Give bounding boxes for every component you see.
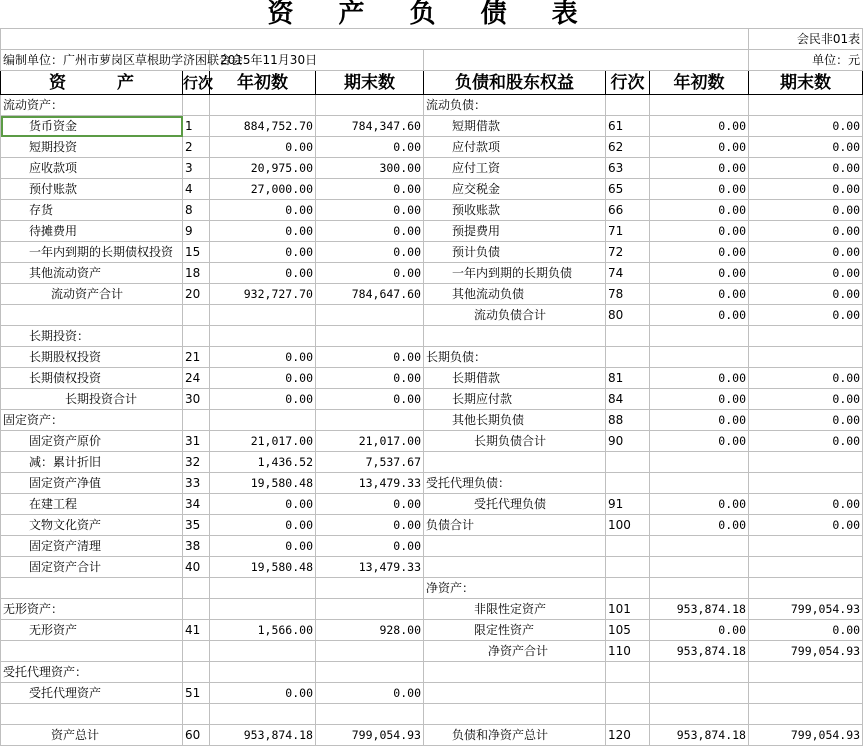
liability-begin[interactable]: 0.00: [650, 494, 749, 515]
asset-end[interactable]: 300.00: [316, 158, 424, 179]
asset-label[interactable]: 短期投资: [1, 137, 183, 158]
asset-row-no[interactable]: [183, 410, 210, 431]
liability-label[interactable]: 应付工资: [424, 158, 606, 179]
liability-begin[interactable]: 0.00: [650, 242, 749, 263]
liability-label[interactable]: 其他流动负债: [424, 284, 606, 305]
liability-row-no[interactable]: [606, 473, 650, 494]
liability-label[interactable]: 流动负债合计: [424, 305, 606, 326]
liability-label[interactable]: 限定性资产: [424, 620, 606, 641]
asset-begin[interactable]: [210, 410, 316, 431]
table-row: [1, 704, 863, 725]
liability-label[interactable]: 负债和净资产总计: [424, 724, 606, 745]
liability-begin[interactable]: [650, 578, 749, 599]
asset-end[interactable]: 0.00: [316, 536, 424, 557]
asset-begin[interactable]: 0.00: [210, 515, 316, 536]
liability-label[interactable]: [424, 536, 606, 557]
liability-end[interactable]: 0.00: [749, 179, 863, 200]
liability-label[interactable]: 预提费用: [424, 221, 606, 242]
asset-row-no[interactable]: 18: [183, 263, 210, 284]
asset-row-no[interactable]: 41: [183, 620, 210, 641]
table-row: [1, 326, 863, 347]
liability-row-no[interactable]: 110: [606, 641, 650, 662]
asset-begin[interactable]: 0.00: [210, 242, 316, 263]
liability-label[interactable]: 预计负债: [424, 242, 606, 263]
asset-row-no[interactable]: 20: [183, 284, 210, 305]
table-row: [1, 515, 863, 536]
asset-end[interactable]: 0.00: [316, 494, 424, 515]
asset-row-no[interactable]: 24: [183, 368, 210, 389]
liability-row-no[interactable]: 72: [606, 242, 650, 263]
liability-end[interactable]: 799,054.93: [749, 599, 863, 620]
asset-label[interactable]: 长期投资合计: [1, 389, 183, 410]
liability-end[interactable]: [749, 536, 863, 557]
asset-row-no[interactable]: 31: [183, 431, 210, 452]
liability-label[interactable]: [424, 326, 606, 347]
liability-row-no[interactable]: 84: [606, 389, 650, 410]
liability-begin[interactable]: [650, 683, 749, 704]
table-row: [1, 200, 863, 221]
asset-begin[interactable]: 19,580.48: [210, 557, 316, 578]
asset-label[interactable]: 受托代理资产: [1, 683, 183, 704]
liability-begin[interactable]: [650, 347, 749, 368]
asset-label[interactable]: 文物文化资产: [1, 515, 183, 536]
table-row: [1, 95, 863, 116]
liability-end[interactable]: 0.00: [749, 116, 863, 137]
liability-row-no[interactable]: [606, 662, 650, 683]
asset-begin[interactable]: 21,017.00: [210, 431, 316, 452]
liability-begin[interactable]: 0.00: [650, 389, 749, 410]
liability-begin[interactable]: [650, 557, 749, 578]
asset-label[interactable]: 受托代理资产：: [1, 662, 183, 683]
liability-end[interactable]: 0.00: [749, 284, 863, 305]
asset-row-no[interactable]: 32: [183, 452, 210, 473]
asset-row-no[interactable]: 3: [183, 158, 210, 179]
asset-row-no[interactable]: 33: [183, 473, 210, 494]
asset-row-no[interactable]: 2: [183, 137, 210, 158]
table-row: [1, 620, 863, 641]
liability-label[interactable]: [424, 557, 606, 578]
table-row: [1, 305, 863, 326]
table-row: [1, 347, 863, 368]
asset-end[interactable]: 0.00: [316, 683, 424, 704]
asset-begin[interactable]: [210, 326, 316, 347]
asset-label[interactable]: 在建工程: [1, 494, 183, 515]
asset-begin[interactable]: 884,752.70: [210, 116, 316, 137]
asset-begin[interactable]: 0.00: [210, 368, 316, 389]
table-row: [1, 158, 863, 179]
liability-begin[interactable]: 0.00: [650, 284, 749, 305]
liability-begin[interactable]: 0.00: [650, 116, 749, 137]
liability-label[interactable]: 非限性定资产: [424, 599, 606, 620]
asset-row-no[interactable]: [183, 305, 210, 326]
asset-end[interactable]: 0.00: [316, 515, 424, 536]
liability-row-no[interactable]: [606, 683, 650, 704]
asset-end[interactable]: 928.00: [316, 620, 424, 641]
liability-row-no[interactable]: 91: [606, 494, 650, 515]
header-end-2[interactable]: 期末数: [749, 71, 863, 95]
asset-end[interactable]: 21,017.00: [316, 431, 424, 452]
asset-row-no[interactable]: [183, 599, 210, 620]
asset-row-no[interactable]: 35: [183, 515, 210, 536]
liability-begin[interactable]: [650, 662, 749, 683]
liability-begin[interactable]: 0.00: [650, 305, 749, 326]
table-row: [1, 284, 863, 305]
asset-end[interactable]: [316, 305, 424, 326]
asset-begin[interactable]: [210, 95, 316, 116]
liability-end[interactable]: 0.00: [749, 263, 863, 284]
asset-end[interactable]: 0.00: [316, 179, 424, 200]
liability-begin[interactable]: 0.00: [650, 515, 749, 536]
asset-begin[interactable]: 0.00: [210, 200, 316, 221]
asset-label[interactable]: [1, 305, 183, 326]
asset-end[interactable]: [316, 578, 424, 599]
header-row-no[interactable]: 行次: [183, 71, 210, 95]
asset-row-no[interactable]: [183, 326, 210, 347]
asset-label[interactable]: 无形资产: [1, 620, 183, 641]
header-begin-2[interactable]: 年初数: [650, 71, 749, 95]
asset-end[interactable]: [316, 95, 424, 116]
table-row: [1, 494, 863, 515]
asset-row-no[interactable]: 21: [183, 347, 210, 368]
asset-begin[interactable]: 0.00: [210, 536, 316, 557]
liability-label[interactable]: [424, 452, 606, 473]
liability-end[interactable]: 0.00: [749, 431, 863, 452]
asset-label[interactable]: 应收款项: [1, 158, 183, 179]
asset-end[interactable]: 0.00: [316, 137, 424, 158]
asset-end[interactable]: 0.00: [316, 368, 424, 389]
asset-end[interactable]: [316, 410, 424, 431]
liability-label[interactable]: 短期借款: [424, 116, 606, 137]
liability-row-no[interactable]: [606, 95, 650, 116]
liability-end[interactable]: [749, 683, 863, 704]
liability-row-no[interactable]: [606, 536, 650, 557]
asset-row-no[interactable]: 38: [183, 536, 210, 557]
liability-label[interactable]: 净资产合计: [424, 641, 606, 662]
asset-row-no[interactable]: 30: [183, 389, 210, 410]
asset-end[interactable]: [316, 704, 424, 725]
table-row: [1, 557, 863, 578]
liability-row-no[interactable]: 120: [606, 724, 650, 745]
table-row: [1, 410, 863, 431]
asset-begin[interactable]: 0.00: [210, 263, 316, 284]
table-row: [1, 389, 863, 410]
liability-label[interactable]: 应交税金: [424, 179, 606, 200]
liability-label[interactable]: [424, 704, 606, 725]
table-row: [1, 662, 863, 683]
liability-begin[interactable]: 0.00: [650, 179, 749, 200]
asset-begin[interactable]: 1,436.52: [210, 452, 316, 473]
asset-row-no[interactable]: 40: [183, 557, 210, 578]
table-row: [1, 599, 863, 620]
table-row: [1, 263, 863, 284]
liability-end[interactable]: 0.00: [749, 389, 863, 410]
asset-label[interactable]: 其他流动资产: [1, 263, 183, 284]
asset-label[interactable]: [1, 641, 183, 662]
asset-begin[interactable]: 932,727.70: [210, 284, 316, 305]
asset-begin[interactable]: 19,580.48: [210, 473, 316, 494]
liability-end[interactable]: 0.00: [749, 305, 863, 326]
asset-end[interactable]: 0.00: [316, 200, 424, 221]
asset-begin[interactable]: [210, 704, 316, 725]
liability-row-no[interactable]: 81: [606, 368, 650, 389]
asset-begin[interactable]: 0.00: [210, 494, 316, 515]
liability-row-no[interactable]: 71: [606, 221, 650, 242]
table-row: [1, 116, 863, 137]
liability-begin[interactable]: 0.00: [650, 620, 749, 641]
asset-label[interactable]: 一年内到期的长期债权投资: [1, 242, 183, 263]
table-row: [1, 221, 863, 242]
liability-label[interactable]: 其他长期负债: [424, 410, 606, 431]
liability-end[interactable]: [749, 557, 863, 578]
asset-label[interactable]: 固定资产：: [1, 410, 183, 431]
asset-label[interactable]: 无形资产：: [1, 599, 183, 620]
asset-begin[interactable]: [210, 599, 316, 620]
liability-row-no[interactable]: [606, 326, 650, 347]
liability-end[interactable]: 0.00: [749, 494, 863, 515]
liability-row-no[interactable]: 74: [606, 263, 650, 284]
liability-label[interactable]: 一年内到期的长期负债: [424, 263, 606, 284]
liability-end[interactable]: 0.00: [749, 200, 863, 221]
liability-end[interactable]: 799,054.93: [749, 641, 863, 662]
asset-begin[interactable]: [210, 641, 316, 662]
liability-end[interactable]: 0.00: [749, 158, 863, 179]
table-row: [1, 683, 863, 704]
asset-label[interactable]: [1, 704, 183, 725]
asset-row-no[interactable]: [183, 641, 210, 662]
table-row: [1, 578, 863, 599]
liability-end[interactable]: [749, 473, 863, 494]
liability-label[interactable]: 长期负债合计: [424, 431, 606, 452]
report-date[interactable]: 2015年11月30日: [210, 50, 424, 71]
liability-label[interactable]: 长期负债：: [424, 347, 606, 368]
asset-end[interactable]: 0.00: [316, 221, 424, 242]
asset-end[interactable]: [316, 662, 424, 683]
liability-begin[interactable]: 0.00: [650, 368, 749, 389]
asset-end[interactable]: 784,647.60: [316, 284, 424, 305]
liability-row-no[interactable]: 65: [606, 179, 650, 200]
asset-begin[interactable]: 0.00: [210, 683, 316, 704]
liability-label[interactable]: 预收账款: [424, 200, 606, 221]
asset-label[interactable]: 流动资产合计: [1, 284, 183, 305]
unit-label[interactable]: 单位：元: [749, 50, 863, 71]
liability-label[interactable]: 应付款项: [424, 137, 606, 158]
asset-label[interactable]: 待摊费用: [1, 221, 183, 242]
liability-row-no[interactable]: [606, 557, 650, 578]
table-row: [1, 179, 863, 200]
liability-begin[interactable]: [650, 452, 749, 473]
liability-end[interactable]: [749, 662, 863, 683]
liability-end[interactable]: [749, 326, 863, 347]
liability-label[interactable]: 长期应付款: [424, 389, 606, 410]
asset-label[interactable]: 固定资产原价: [1, 431, 183, 452]
asset-label[interactable]: 减：累计折旧: [1, 452, 183, 473]
liability-row-no[interactable]: 90: [606, 431, 650, 452]
liability-label[interactable]: 净资产：: [424, 578, 606, 599]
asset-label[interactable]: 长期债权投资: [1, 368, 183, 389]
header-begin[interactable]: 年初数: [210, 71, 316, 95]
asset-row-no[interactable]: [183, 662, 210, 683]
liability-row-no[interactable]: 66: [606, 200, 650, 221]
liability-begin[interactable]: 0.00: [650, 410, 749, 431]
asset-begin[interactable]: [210, 662, 316, 683]
asset-begin[interactable]: [210, 305, 316, 326]
liability-row-no[interactable]: [606, 347, 650, 368]
liability-end[interactable]: 0.00: [749, 242, 863, 263]
asset-begin[interactable]: 0.00: [210, 137, 316, 158]
liability-begin[interactable]: 0.00: [650, 158, 749, 179]
asset-end[interactable]: 13,479.33: [316, 473, 424, 494]
header-row-no-2[interactable]: 行次: [606, 71, 650, 95]
asset-label[interactable]: 预付账款: [1, 179, 183, 200]
asset-end[interactable]: 0.00: [316, 389, 424, 410]
table-row: [1, 452, 863, 473]
liability-begin[interactable]: 0.00: [650, 263, 749, 284]
liability-end[interactable]: 0.00: [749, 137, 863, 158]
table-row: [1, 137, 863, 158]
asset-row-no[interactable]: [183, 704, 210, 725]
table-row: [1, 641, 863, 662]
asset-begin[interactable]: 0.00: [210, 389, 316, 410]
asset-row-no[interactable]: [183, 578, 210, 599]
liability-row-no[interactable]: 88: [606, 410, 650, 431]
liability-end[interactable]: 0.00: [749, 620, 863, 641]
org-label[interactable]: 编制单位：广州市萝岗区草根助学济困联合会: [1, 50, 210, 71]
asset-begin[interactable]: 0.00: [210, 347, 316, 368]
asset-label[interactable]: 固定资产净值: [1, 473, 183, 494]
liability-begin[interactable]: [650, 326, 749, 347]
asset-begin[interactable]: 27,000.00: [210, 179, 316, 200]
table-row: [1, 431, 863, 452]
liability-begin[interactable]: [650, 473, 749, 494]
liability-begin[interactable]: [650, 95, 749, 116]
asset-row-no[interactable]: 34: [183, 494, 210, 515]
asset-row-no[interactable]: 60: [183, 724, 210, 745]
liability-end[interactable]: 0.00: [749, 221, 863, 242]
asset-end[interactable]: 0.00: [316, 242, 424, 263]
asset-label[interactable]: 货币资金: [1, 116, 183, 137]
liability-label[interactable]: 受托代理负债: [424, 494, 606, 515]
asset-label[interactable]: 长期股权投资: [1, 347, 183, 368]
asset-row-no[interactable]: 9: [183, 221, 210, 242]
liability-begin[interactable]: 0.00: [650, 137, 749, 158]
page-title: 资 产 负 债 表: [267, 0, 596, 29]
asset-label[interactable]: [1, 578, 183, 599]
liability-label[interactable]: 流动负债：: [424, 95, 606, 116]
liability-begin[interactable]: 0.00: [650, 200, 749, 221]
asset-end[interactable]: 7,537.67: [316, 452, 424, 473]
liability-begin[interactable]: [650, 536, 749, 557]
asset-row-no[interactable]: 51: [183, 683, 210, 704]
asset-end[interactable]: [316, 641, 424, 662]
asset-begin[interactable]: 20,975.00: [210, 158, 316, 179]
asset-end[interactable]: 0.00: [316, 347, 424, 368]
asset-row-no[interactable]: 1: [183, 116, 210, 137]
liability-label[interactable]: 负债合计: [424, 515, 606, 536]
asset-begin[interactable]: 0.00: [210, 221, 316, 242]
asset-label[interactable]: 存货: [1, 200, 183, 221]
liability-row-no[interactable]: 62: [606, 137, 650, 158]
header-liabilities[interactable]: 负债和股东权益: [424, 71, 606, 95]
liability-end[interactable]: [749, 578, 863, 599]
liability-row-no[interactable]: [606, 578, 650, 599]
liability-end[interactable]: [749, 95, 863, 116]
liability-end[interactable]: 0.00: [749, 410, 863, 431]
table-row: [1, 473, 863, 494]
asset-row-no[interactable]: 4: [183, 179, 210, 200]
table-row: [1, 242, 863, 263]
asset-label[interactable]: 流动资产：: [1, 95, 183, 116]
liability-row-no[interactable]: 80: [606, 305, 650, 326]
table-row: [1, 536, 863, 557]
liability-end[interactable]: [749, 347, 863, 368]
liability-row-no[interactable]: 61: [606, 116, 650, 137]
liability-begin[interactable]: 0.00: [650, 221, 749, 242]
form-number[interactable]: 会民非01表: [749, 29, 863, 50]
liability-end[interactable]: [749, 704, 863, 725]
liability-end[interactable]: 0.00: [749, 368, 863, 389]
liability-begin[interactable]: 953,874.18: [650, 724, 749, 745]
liability-begin[interactable]: 953,874.18: [650, 641, 749, 662]
asset-begin[interactable]: 953,874.18: [210, 724, 316, 745]
liability-begin[interactable]: [650, 704, 749, 725]
asset-end[interactable]: 13,479.33: [316, 557, 424, 578]
header-end[interactable]: 期末数: [316, 71, 424, 95]
liability-begin[interactable]: 953,874.18: [650, 599, 749, 620]
liability-row-no[interactable]: 105: [606, 620, 650, 641]
asset-end[interactable]: 799,054.93: [316, 724, 424, 745]
liability-end[interactable]: [749, 452, 863, 473]
asset-row-no[interactable]: 8: [183, 200, 210, 221]
header-asset[interactable]: 资 产: [1, 71, 183, 95]
asset-row-no[interactable]: [183, 95, 210, 116]
liability-row-no[interactable]: 100: [606, 515, 650, 536]
asset-end[interactable]: [316, 599, 424, 620]
asset-label[interactable]: 固定资产合计: [1, 557, 183, 578]
liability-row-no[interactable]: 101: [606, 599, 650, 620]
asset-end[interactable]: [316, 326, 424, 347]
asset-begin[interactable]: [210, 578, 316, 599]
asset-end[interactable]: 0.00: [316, 263, 424, 284]
liability-row-no[interactable]: [606, 704, 650, 725]
liability-end[interactable]: 799,054.93: [749, 724, 863, 745]
liability-row-no[interactable]: [606, 452, 650, 473]
liability-end[interactable]: 0.00: [749, 515, 863, 536]
liability-label[interactable]: [424, 683, 606, 704]
asset-label[interactable]: 长期投资：: [1, 326, 183, 347]
asset-label[interactable]: 固定资产清理: [1, 536, 183, 557]
liability-row-no[interactable]: 63: [606, 158, 650, 179]
liability-begin[interactable]: 0.00: [650, 431, 749, 452]
asset-begin[interactable]: 1,566.00: [210, 620, 316, 641]
liability-label[interactable]: [424, 662, 606, 683]
table-row: [1, 724, 863, 745]
liability-label[interactable]: 受托代理负债：: [424, 473, 606, 494]
table-row: [1, 368, 863, 389]
liability-label[interactable]: 长期借款: [424, 368, 606, 389]
liability-row-no[interactable]: 78: [606, 284, 650, 305]
asset-end[interactable]: 784,347.60: [316, 116, 424, 137]
asset-row-no[interactable]: 15: [183, 242, 210, 263]
asset-label[interactable]: 资产总计: [1, 724, 183, 745]
